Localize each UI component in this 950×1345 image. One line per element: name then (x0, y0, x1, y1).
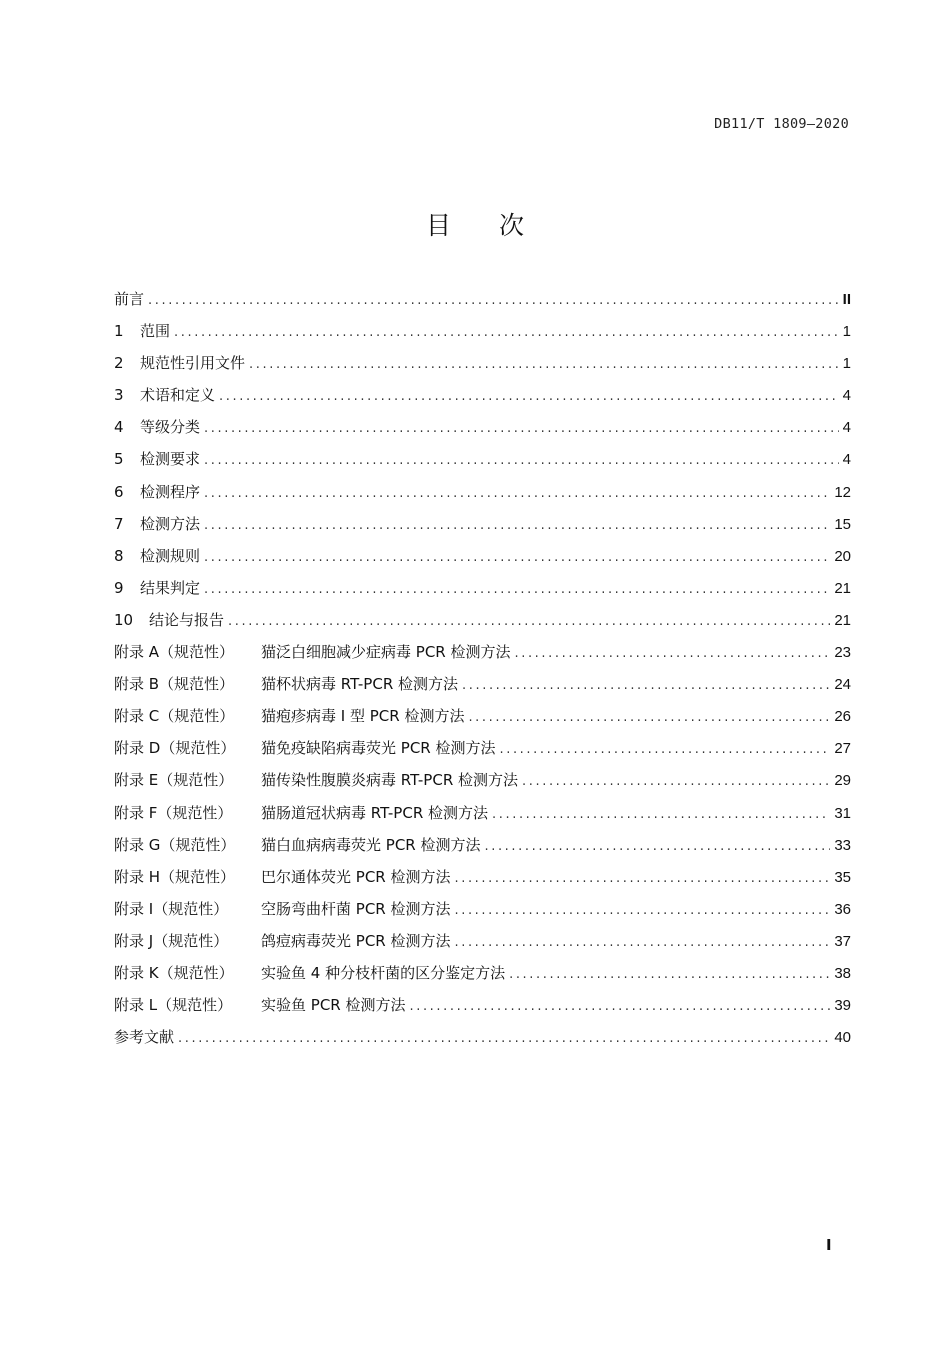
toc-entry-number: 10 (114, 610, 134, 629)
toc-entry-label: 猫肠道冠状病毒 RT-PCR 检测方法 (261, 803, 489, 822)
toc-entry-page: 1 (842, 355, 851, 373)
dot-leader (409, 997, 830, 1017)
toc-entry-label: 规范性引用文件 (140, 354, 246, 373)
toc-entry-page: 15 (834, 515, 851, 533)
toc-entry-annex-prefix: 附录 B（规范性） (114, 675, 235, 694)
dot-leader (522, 772, 830, 792)
dot-leader (148, 291, 839, 311)
toc-entry[interactable] (114, 930, 851, 962)
toc-entry-annex-prefix: 附录 A（规范性） (114, 643, 235, 662)
toc-entry-annex-prefix: 附录 D（规范性） (114, 739, 236, 758)
toc-entry-page: 23 (834, 644, 851, 662)
toc-entry-label: 等级分类 (140, 418, 201, 437)
toc-entry-annex-prefix: 附录 E（规范性） (114, 771, 234, 790)
toc-entry-page: 21 (834, 611, 851, 629)
toc-entry-page: 4 (842, 451, 851, 469)
table-of-contents (114, 288, 851, 1058)
toc-entry-label: 猫疱疹病毒 I 型 PCR 检测方法 (261, 707, 465, 726)
dot-leader (509, 965, 830, 985)
footer-page-number: I (826, 1236, 832, 1254)
toc-entry-page: 4 (842, 419, 851, 437)
title-part-2: 次 (499, 211, 525, 240)
toc-entry-page: 21 (834, 579, 851, 597)
toc-entry-page: 12 (834, 483, 851, 501)
toc-entry-page: 38 (834, 964, 851, 982)
toc-entry-annex-prefix: 附录 H（规范性） (114, 867, 236, 886)
dot-leader (178, 1029, 830, 1049)
toc-entry-label: 参考文献 (114, 1028, 175, 1047)
dot-leader (484, 837, 830, 857)
toc-entry-page: 26 (834, 708, 851, 726)
toc-entry-page: 33 (834, 836, 851, 854)
toc-entry[interactable] (114, 416, 851, 448)
toc-entry[interactable] (114, 737, 851, 769)
toc-entry[interactable] (114, 898, 851, 930)
toc-entry-number: 3 (114, 386, 124, 405)
dot-leader (204, 516, 830, 536)
dot-leader (499, 740, 830, 760)
toc-entry-page: 27 (834, 740, 851, 758)
dot-leader (249, 355, 839, 375)
toc-entry-label: 巴尔通体荧光 PCR 检测方法 (261, 867, 451, 886)
toc-entry-label: 术语和定义 (140, 386, 216, 405)
toc-entry-label: 猫杯状病毒 RT-PCR 检测方法 (261, 675, 459, 694)
toc-entry[interactable] (114, 609, 851, 641)
toc-entry-page: 40 (834, 1029, 851, 1047)
toc-entry[interactable] (114, 513, 851, 545)
toc-entry-page: 39 (834, 997, 851, 1015)
toc-entry[interactable] (114, 962, 851, 994)
toc-entry[interactable] (114, 994, 851, 1026)
toc-entry-number: 4 (114, 418, 124, 437)
toc-entry[interactable] (114, 705, 851, 737)
dot-leader (454, 933, 830, 953)
page-title (0, 206, 950, 242)
toc-entry[interactable] (114, 834, 851, 866)
toc-entry[interactable] (114, 481, 851, 513)
toc-entry-annex-prefix: 附录 I（规范性） (114, 899, 229, 918)
toc-entry-label: 检测规则 (140, 546, 201, 565)
toc-entry-label: 空肠弯曲杆菌 PCR 检测方法 (261, 899, 451, 918)
title-part-1: 目 (425, 211, 451, 240)
toc-entry-page: 4 (842, 387, 851, 405)
dot-leader (454, 901, 830, 921)
dot-leader (462, 676, 830, 696)
toc-entry-page: 31 (834, 804, 851, 822)
toc-entry-page: II (842, 291, 851, 308)
toc-entry-label: 猫传染性腹膜炎病毒 RT-PCR 检测方法 (261, 771, 519, 790)
toc-entry-label: 猫泛白细胞减少症病毒 PCR 检测方法 (261, 643, 511, 662)
toc-entry-label: 实验鱼 PCR 检测方法 (261, 996, 406, 1015)
toc-entry-label: 检测要求 (140, 450, 201, 469)
toc-entry-page: 29 (834, 772, 851, 790)
dot-leader (204, 419, 839, 439)
toc-entry-annex-prefix: 附录 C（规范性） (114, 707, 235, 726)
toc-entry-annex-prefix: 附录 K（规范性） (114, 963, 234, 982)
toc-entry-page: 1 (842, 323, 851, 341)
toc-entry-page: 36 (834, 900, 851, 918)
toc-entry-number: 9 (114, 578, 124, 597)
toc-entry-number: 5 (114, 450, 124, 469)
toc-entry-number: 2 (114, 354, 124, 373)
toc-entry[interactable] (114, 866, 851, 898)
dot-leader (454, 869, 830, 889)
toc-entry-number: 6 (114, 482, 124, 501)
toc-entry-label: 前言 (114, 290, 145, 308)
toc-entry[interactable] (114, 641, 851, 673)
toc-entry[interactable] (114, 288, 851, 320)
dot-leader (174, 323, 839, 343)
toc-entry-annex-prefix: 附录 J（规范性） (114, 931, 229, 950)
toc-entry-label: 检测程序 (140, 482, 201, 501)
toc-entry[interactable] (114, 448, 851, 480)
toc-entry-number: 7 (114, 514, 124, 533)
toc-entry-annex-prefix: 附录 F（规范性） (114, 803, 233, 822)
toc-entry[interactable] (114, 352, 851, 384)
dot-leader (219, 387, 839, 407)
toc-entry-annex-prefix: 附录 L（规范性） (114, 996, 233, 1015)
toc-entry-annex-prefix: 附录 G（规范性） (114, 835, 236, 854)
dot-leader (468, 708, 830, 728)
toc-entry[interactable] (114, 577, 851, 609)
toc-entry-page: 20 (834, 547, 851, 565)
toc-entry-label: 鸽痘病毒荧光 PCR 检测方法 (261, 931, 451, 950)
toc-entry-number: 8 (114, 546, 124, 565)
dot-leader (514, 644, 830, 664)
toc-entry[interactable] (114, 802, 851, 834)
toc-entry-label: 检测方法 (140, 514, 201, 533)
toc-entry[interactable] (114, 384, 851, 416)
toc-entry[interactable] (114, 545, 851, 577)
dot-leader (204, 484, 830, 504)
toc-entry[interactable] (114, 673, 851, 705)
dot-leader (228, 612, 830, 632)
toc-entry-label: 猫白血病病毒荧光 PCR 检测方法 (261, 835, 481, 854)
toc-entry-label: 结果判定 (140, 578, 201, 597)
toc-entry[interactable] (114, 769, 851, 801)
toc-entry-page: 37 (834, 932, 851, 950)
toc-entry-label: 实验鱼 4 种分枝杆菌的区分鉴定方法 (261, 963, 506, 982)
toc-entry-page: 24 (834, 676, 851, 694)
toc-entry-label: 猫免疫缺陷病毒荧光 PCR 检测方法 (261, 739, 496, 758)
dot-leader (492, 805, 830, 825)
dot-leader (204, 548, 830, 568)
document-code: DB11/T 1809—2020 (714, 116, 849, 132)
toc-entry-label: 结论与报告 (149, 610, 225, 629)
toc-entry-page: 35 (834, 868, 851, 886)
dot-leader (204, 451, 839, 471)
toc-entry[interactable] (114, 320, 851, 352)
toc-entry[interactable] (114, 1026, 851, 1058)
toc-entry-number: 1 (114, 322, 124, 341)
toc-entry-label: 范围 (140, 322, 171, 341)
dot-leader (204, 580, 830, 600)
